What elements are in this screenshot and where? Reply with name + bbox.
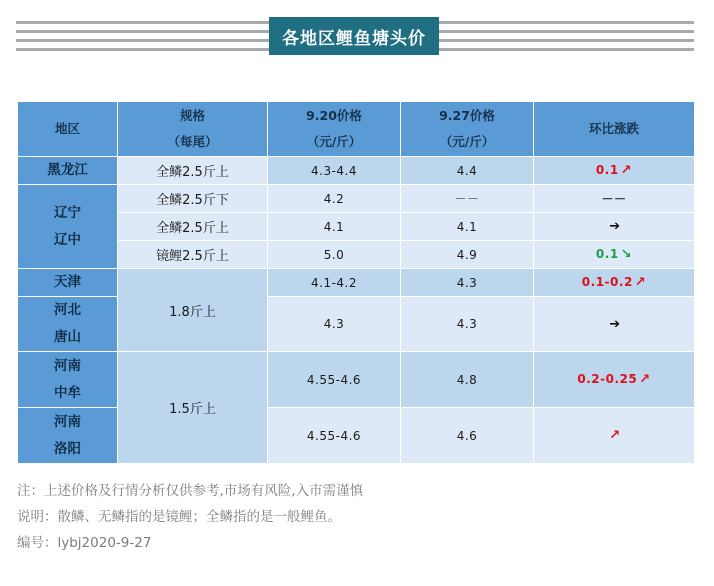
change-cell: 0.2-0.25 ↗ xyxy=(534,352,695,408)
page-title: 各地区鲤鱼塘头价 xyxy=(269,17,439,55)
price-920-cell: 4.3-4.4 xyxy=(268,157,401,185)
column-header-price-920: 9.20价格 （元/斤） xyxy=(268,102,401,157)
spec-cell: 镜鲤2.5斤上 xyxy=(118,241,268,269)
footer-notes xyxy=(17,478,697,556)
column-header-region: 地区 xyxy=(18,102,118,157)
change-cell: －－ xyxy=(534,185,695,213)
table-header-row xyxy=(18,102,695,157)
region-cell: 天津 xyxy=(18,269,118,297)
region-cell: 河南 洛阳 xyxy=(18,408,118,464)
flat-arrow-icon: ➔ xyxy=(609,316,621,332)
table-row xyxy=(18,241,695,269)
up-arrow-icon: ↗ xyxy=(639,372,651,387)
price-920-cell: 4.2 xyxy=(268,185,401,213)
price-927-cell: 4.8 xyxy=(401,352,534,408)
price-920-cell: 4.3 xyxy=(268,297,401,352)
price-927-cell: －－ xyxy=(401,185,534,213)
flat-arrow-icon: ➔ xyxy=(609,219,621,234)
up-arrow-icon: ↗ xyxy=(634,275,647,290)
price-920-cell: 4.1 xyxy=(268,213,401,241)
down-arrow-icon: ↘ xyxy=(620,247,633,262)
up-arrow-icon: ↗ xyxy=(609,428,621,443)
price-920-cell: 4.55-4.6 xyxy=(268,352,401,408)
spec-cell: 全鳞2.5斤下 xyxy=(118,185,268,213)
price-920-cell: 4.55-4.6 xyxy=(268,408,401,464)
spec-cell: 1.5斤上 xyxy=(118,352,268,464)
price-920-cell: 5.0 xyxy=(268,241,401,269)
table-row xyxy=(18,269,695,297)
price-927-cell: 4.4 xyxy=(401,157,534,185)
price-927-cell: 4.1 xyxy=(401,213,534,241)
change-cell: 0.1 ↘ xyxy=(534,241,695,269)
price-927-cell: 4.6 xyxy=(401,408,534,464)
up-arrow-icon: ↗ xyxy=(620,163,633,178)
table-row xyxy=(18,157,695,185)
price-927-cell: 4.3 xyxy=(401,269,534,297)
spec-cell: 全鳞2.5斤上 xyxy=(118,157,268,185)
price-927-cell: 4.3 xyxy=(401,297,534,352)
explanation-note: 说明：散鳞、无鳞指的是镜鲤；全鳞指的是一般鲤鱼。 xyxy=(17,509,341,525)
region-cell: 黑龙江 xyxy=(18,157,118,185)
change-cell xyxy=(534,213,695,241)
table-row xyxy=(18,352,695,408)
change-cell xyxy=(534,297,695,352)
region-cell: 河北 唐山 xyxy=(18,297,118,352)
table-row xyxy=(18,185,695,213)
spec-cell: 全鳞2.5斤上 xyxy=(118,213,268,241)
region-cell: 辽宁 辽中 xyxy=(18,185,118,269)
change-cell: 0.1-0.2 ↗ xyxy=(534,269,695,297)
column-header-price-927: 9.27价格 （元/斤） xyxy=(401,102,534,157)
change-cell xyxy=(534,408,695,464)
change-cell: 0.1 ↗ xyxy=(534,157,695,185)
price-920-cell: 4.1-4.2 xyxy=(268,269,401,297)
price-table xyxy=(17,101,695,464)
table-row xyxy=(18,213,695,241)
spec-cell: 1.8斤上 xyxy=(118,269,268,352)
disclaimer-note: 注：上述价格及行情分析仅供参考,市场有风险,入市需谨慎 xyxy=(17,483,364,499)
column-header-change: 环比涨跌 xyxy=(534,102,695,157)
region-cell: 河南 中牟 xyxy=(18,352,118,408)
column-header-spec: 规格 （每尾） xyxy=(118,102,268,157)
serial-number-note: 编号：lybj2020-9-27 xyxy=(17,535,152,551)
price-927-cell: 4.9 xyxy=(401,241,534,269)
